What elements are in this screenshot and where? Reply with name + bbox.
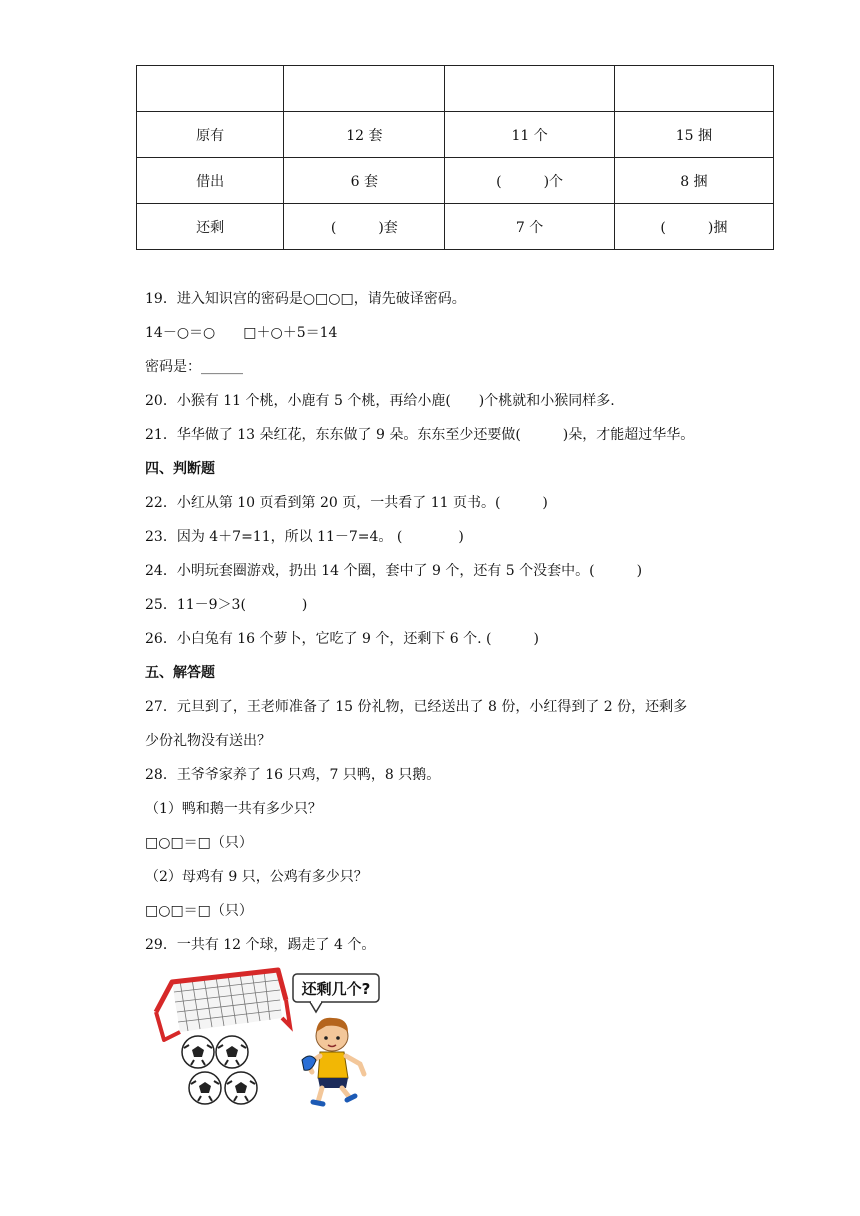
table-cell — [614, 66, 773, 112]
section-heading-judgment: 四、判断题 — [145, 461, 215, 477]
question-25: 25．11－9＞3( ) — [145, 597, 308, 613]
soccer-illustration — [150, 960, 390, 1110]
table-row — [137, 112, 774, 158]
table-cell: 还剩 — [137, 204, 284, 250]
table-cell: 借出 — [137, 158, 284, 204]
speech-bubble-text: 还剩几个? — [301, 980, 371, 998]
table-cell: 15 捆 — [614, 112, 773, 158]
table-cell: ( )捆 — [614, 204, 773, 250]
question-19-equations: 14－○＝○ □＋○＋5＝14 — [145, 325, 338, 341]
question-26: 26．小白兔有 16 个萝卜，它吃了 9 个，还剩下 6 个. ( ) — [145, 631, 539, 647]
table-row — [137, 204, 774, 250]
question-28-sub1: （1）鸭和鹅一共有多少只？ — [145, 801, 322, 817]
table-cell — [284, 66, 445, 112]
question-27-line1: 27．元旦到了，王老师准备了 15 份礼物，已经送出了 8 份，小红得到了 2 份，还剩多 — [145, 699, 688, 715]
question-28-eq1: □○□＝□（只） — [145, 835, 253, 851]
soccer-ball-icon — [216, 1036, 248, 1068]
question-27-line2: 少份礼物没有送出？ — [145, 733, 271, 749]
section-heading-solve: 五、解答题 — [145, 665, 215, 681]
goal-net-icon — [156, 970, 290, 1040]
table-cell: 11 个 — [445, 112, 614, 158]
question-28: 28．王爷爷家养了 16 只鸡，7 只鸭，8 只鹅。 — [145, 767, 441, 783]
question-20: 20．小猴有 11 个桃，小鹿有 5 个桃，再给小鹿( )个桃就和小猴同样多. — [145, 393, 615, 409]
table-cell — [445, 66, 614, 112]
soccer-ball-icon — [189, 1072, 221, 1104]
question-28-sub2: （2）母鸡有 9 只，公鸡有多少只？ — [145, 869, 368, 885]
table-row — [137, 158, 774, 204]
table-cell: 8 捆 — [614, 158, 773, 204]
table-cell: ( )个 — [445, 158, 614, 204]
soccer-ball-icon — [225, 1072, 257, 1104]
question-24: 24．小明玩套圈游戏，扔出 14 个圈，套中了 9 个，还有 5 个没套中。( ) — [145, 563, 643, 579]
data-table — [136, 65, 774, 250]
table-cell: ( )套 — [284, 204, 445, 250]
table-header-row — [137, 66, 774, 112]
table-cell: 原有 — [137, 112, 284, 158]
table-cell: 6 套 — [284, 158, 445, 204]
question-19-text: 19．进入知识宫的密码是○□○□，请先破译密码。 — [145, 291, 466, 307]
table-cell — [137, 66, 284, 112]
table-cell: 7 个 — [445, 204, 614, 250]
question-29: 29．一共有 12 个球，踢走了 4 个。 — [145, 937, 376, 953]
question-28-eq2: □○□＝□（只） — [145, 903, 253, 919]
boy-player-icon — [302, 1018, 364, 1104]
question-22: 22．小红从第 10 页看到第 20 页，一共看了 11 页书。( ) — [145, 495, 548, 511]
question-19-answer: 密码是：______ — [145, 359, 243, 375]
table-cell: 12 套 — [284, 112, 445, 158]
question-21: 21．华华做了 13 朵红花，东东做了 9 朵。东东至少还要做( )朵，才能超过华华。 — [145, 427, 695, 443]
question-23: 23．因为 4＋7=11，所以 11－7=4。 ( ) — [145, 529, 464, 545]
soccer-ball-icon — [182, 1036, 214, 1068]
speech-bubble — [293, 974, 379, 1012]
